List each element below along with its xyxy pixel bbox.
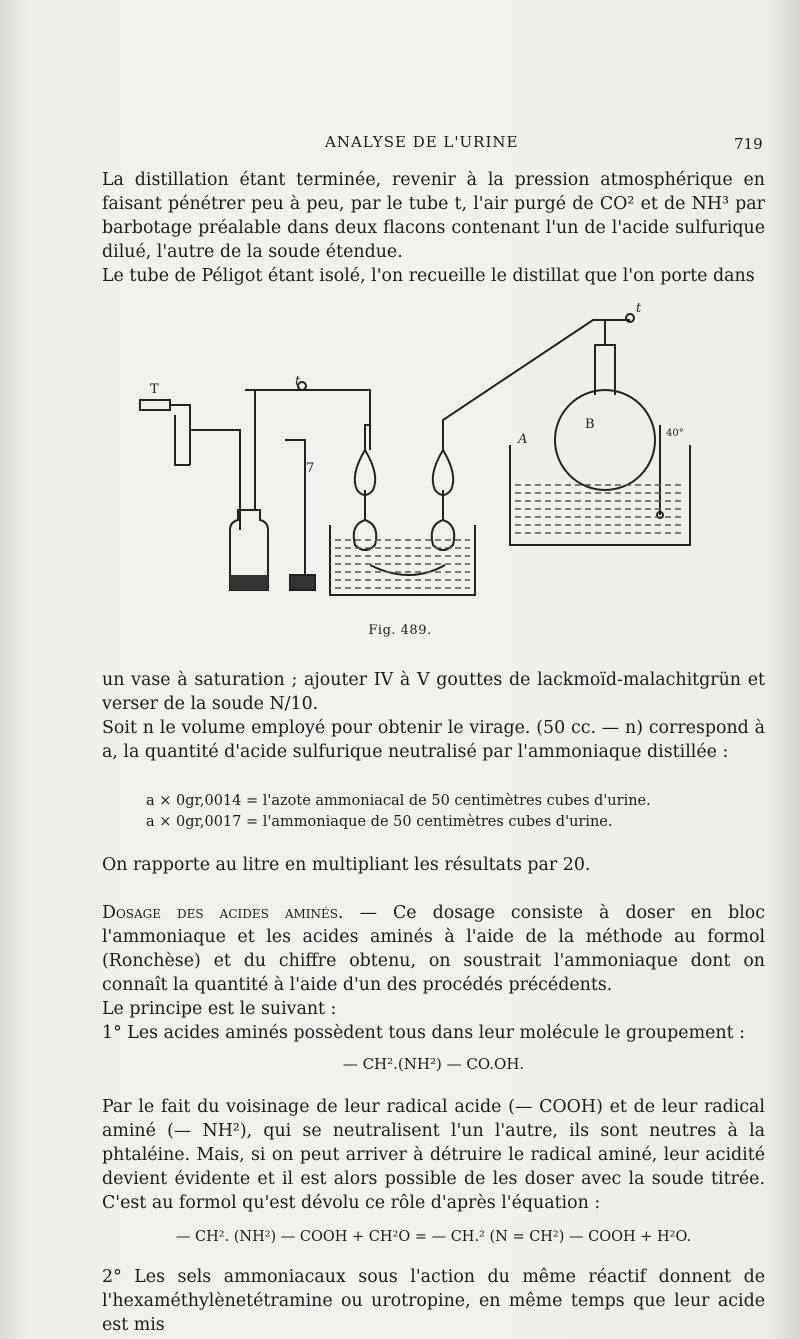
paragraph-1: La distillation étant terminée, revenir à la pression atmosphérique en faisant pénétrer peu à peu, par le tube t, l'air purgé de CO² et de NH³ par barbotage préalable dans deux flacons contenant l'un de l'acide sulfurique dilué, l'autre de la soude étendue. [102,170,765,262]
paragraph-5: On rapporte au litre en multipliant les résultats par 20. [102,855,591,875]
running-title: ANALYSE DE L'URINE [325,133,519,151]
paragraph-10: 2° Les sels ammoniacaux sous l'action du même réactif donnent de l'hexaméthylènetétramine ou urotropine, en même temps que leur acide est mis [102,1267,765,1335]
label-T: T [150,382,159,397]
paragraph-3: un vase à saturation ; ajouter IV à V gouttes de lackmoïd-malachitgrün et verser de la soude N/10. [102,670,765,714]
formula-block-1 [146,791,746,833]
paragraph-6: — Ce dosage consiste à doser en bloc l'ammoniaque et les acides aminés à l'aide de la méthode au formol (Ronchèse) et du chiffre obtenu, on soustrait l'ammoniaque dont on connaît la quantité à l'aide d'un des procédés précédents. [102,903,766,995]
right-basin [510,445,690,545]
formula-equation: — CH². (NH²) — COOH + CH²O = — CH.² (N = CH²) — COOH + H²O. [175,1229,692,1245]
paragraph-litre [102,853,765,877]
section-title: Dosage des acides aminés. [102,903,344,923]
formula-azote: a × 0gr,0014 = l'azote ammoniacal de 50 centimètres cubes d'urine. [146,793,651,809]
paragraph-distillation [102,168,765,288]
peligot-tube-left [355,450,375,495]
label-A: A [518,432,528,447]
flask-B [555,390,655,490]
paragraph-9: Par le fait du voisinage de leur radical acide (— COOH) et de leur radical aminé (— NH²), qui se neutralisent l'un l'autre, ils sont neutres à la phtaléine. Mais, si on peut arriver à détruire le radical aminé, leur acidité devient évidente et il est alors possible de les doser avec la soude titrée. C'est au formol qu'est dévolu ce rôle d'après l'équation : [102,1097,765,1213]
label-B: B [585,417,595,432]
page-number: 719 [734,135,763,153]
peligot-tube-right [433,450,453,495]
label-t-top: t [636,301,642,316]
label-temperature: 40° [666,428,684,439]
distillation-apparatus-figure [130,300,730,610]
section-dosage-acides-amines [102,901,765,1045]
label-seven: 7 [306,461,315,476]
paragraph-voisinage [102,1095,765,1215]
label-t-mid: t [295,374,301,389]
paragraph-2: Le tube de Péligot étant isolé, l'on recueille le distillat que l'on porte dans [102,266,755,286]
tap-T [140,400,170,410]
formula-groupement: — CH².(NH²) — CO.OH. [342,1055,525,1073]
formula-ammoniaque: a × 0gr,0017 = l'ammoniaque de 50 centimètres cubes d'urine. [146,814,613,830]
paragraph-sels [102,1265,765,1337]
paragraph-titration [102,668,765,764]
figure-caption: Fig. 489. [368,623,432,638]
page-header [0,133,800,155]
paragraph-8: 1° Les acides aminés possèdent tous dans leur molécule le groupement : [102,1023,745,1043]
paragraph-4: Soit n le volume employé pour obtenir le virage. (50 cc. — n) correspond à a, la quantité d'acide sulfurique neutralisé par l'ammoniaque distillée : [102,718,765,762]
paragraph-7: Le principe est le suivant : [102,999,337,1019]
